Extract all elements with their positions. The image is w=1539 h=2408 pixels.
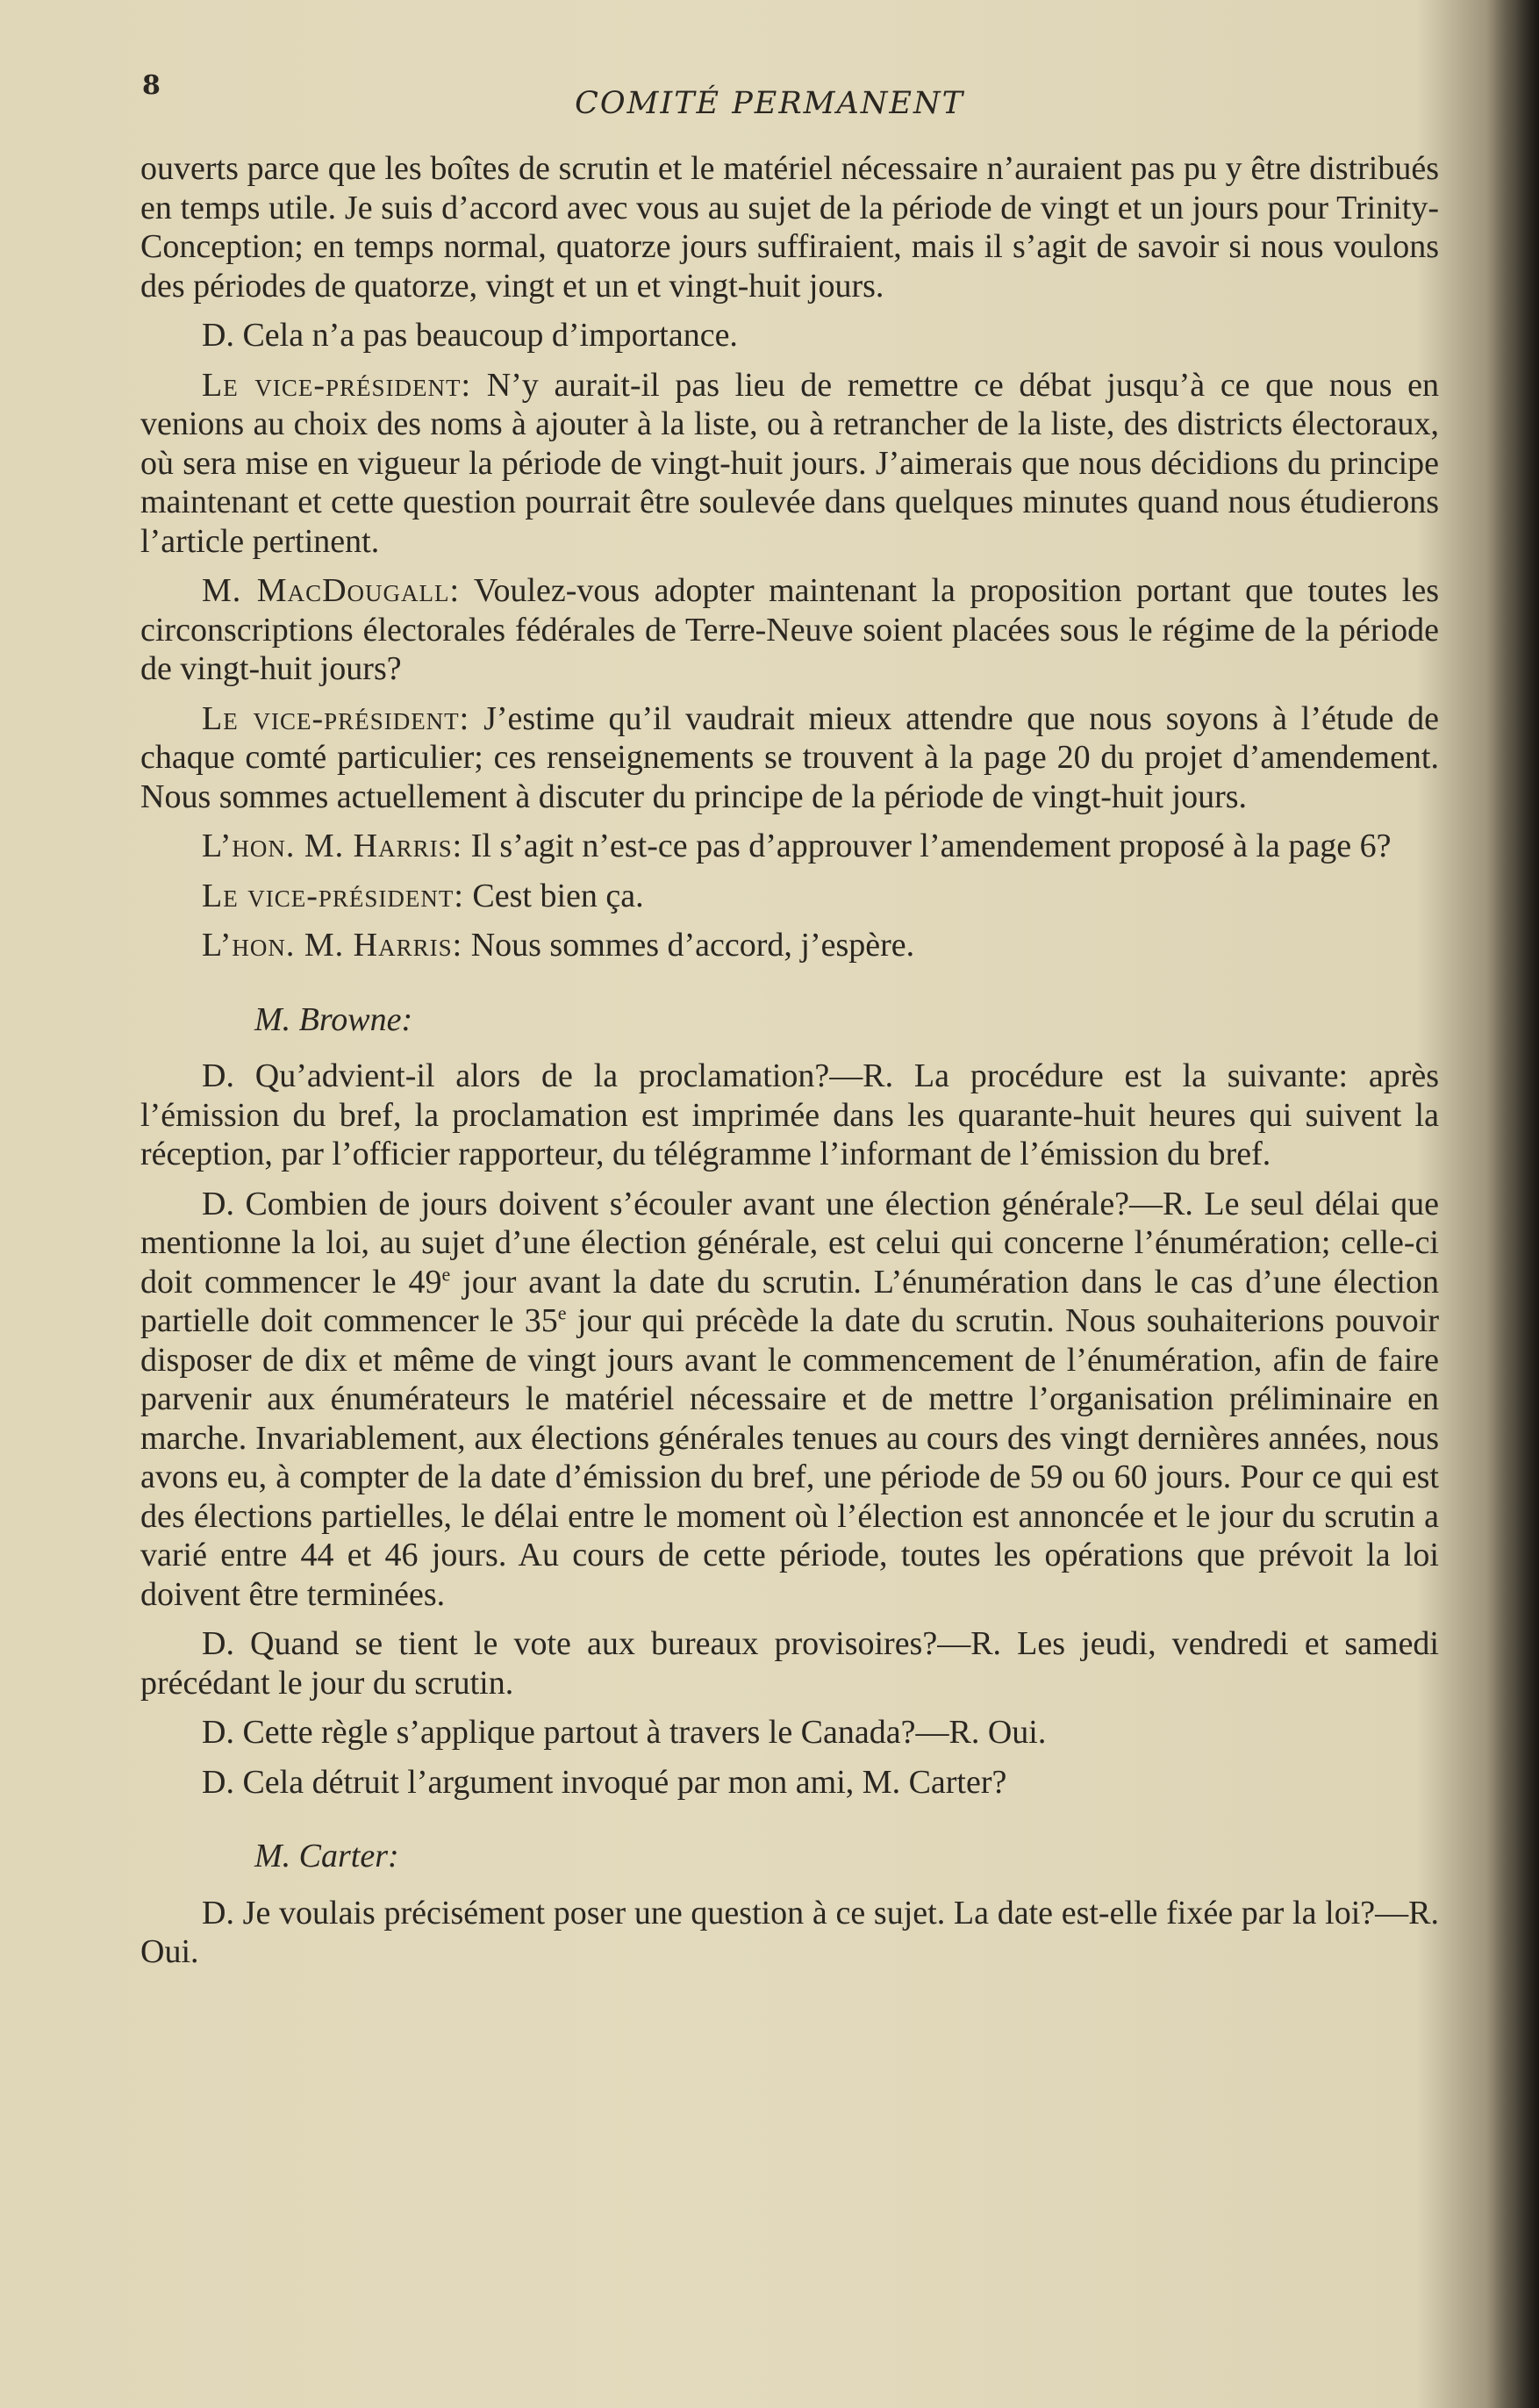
body-text [140,149,1439,1982]
qa-paragraph: D. Cela détruit l’argument invoqué par mon ami, M. Carter? [202,1763,1007,1801]
qa-text: jour qui précède la date du scrutin. Nous souhaiterions pouvoir disposer de dix et même de vingt jours avant le commencement de l’énumération, afin de faire parvenir aux énumérateurs le matériel nécessaire et de mettre l’organisation préliminaire en marche. Invariablement, aux élections générales tenues au cours des vingt dernières années, nous avons eu, à compter de la date d’émission du bref, une période de 59 ou 60 jours. Pour ce qui est des élections partielles, le délai entre le moment où l’élection est annoncée et le jour du scrutin a varié entre 44 et 46 jours. Au cours de cette période, toutes les opérations que prévoit la loi doivent être terminées. [140,1302,1439,1613]
paragraph: D. Cela n’a pas beaucoup d’importance. [202,317,738,354]
speech-paragraph [140,571,1439,689]
page-edge-shadow [1486,0,1539,2408]
qa-text: jour avant la date du scrutin. L’énumération dans le cas d’une élection partielle doit commencer le 35 [140,1263,1439,1339]
speech-text: Il s’agit n’est-ce pas d’approuver l’amendement proposé à la page 6? [462,828,1392,864]
qa-paragraph: D. Qu’advient-il alors de la proclamation?—R. La procédure est la suivante: après l’émission du bref, la proclamation est imprimée dans les quarante-huit heures qui suivent la réception, par l’officier rapporteur, du télégramme l’informant de l’émission du bref. [140,1057,1439,1172]
paragraph: ouverts parce que les boîtes de scrutin et le matériel nécessaire n’auraient pas pu y être distribués en temps utile. Je suis d’accord avec vous au sujet de la période de vingt et un jours pour Trinity-Conception; en temps normal, quatorze jours suffiraient, mais il s’agit de savoir si nous voulons des périodes de quatorze, vingt et un et vingt-huit jours. [140,150,1439,305]
speaker-name: M. MacDougall: [202,572,461,609]
speech-text: Nous sommes d’accord, j’espère. [462,927,915,964]
speech-text: Voulez-vous adopter maintenant la proposition portant que toutes les circonscriptions électorales fédérales de Terre-Neuve soient placées sous le régime de la période de vingt-huit jours? [140,572,1439,687]
speech-paragraph [140,699,1439,817]
qa-text: D. Combien de jours doivent s’écouler avant une élection générale?—R. Le seul délai que mentionne la loi, au sujet d’une élection générale, est celui qui concerne l’énumération; celle-ci doit commencer le 49 [140,1185,1439,1301]
speech-paragraph [140,926,1439,965]
speech-paragraph [140,877,1439,916]
qa-paragraph: D. Je voulais précisément poser une question à ce sujet. La date est-elle fixée par la loi?—R. Oui. [140,1894,1439,1970]
speech-paragraph [140,827,1439,866]
superscript: e [441,1262,451,1285]
speaker-name: L’hon. M. Harris: [202,828,463,864]
speaker-name: Le vice-président: [202,699,470,737]
speaker-name: Le vice-président: [202,366,472,404]
speaker-name: Le vice-président: [202,877,464,914]
section-heading-browne: M. Browne: [254,1000,413,1038]
section-heading-carter: M. Carter: [254,1838,399,1874]
speaker-name: L’hon. M. Harris: [202,927,463,964]
running-head: COMITÉ PERMANENT [575,86,964,121]
speech-text: J’estime qu’il vaudrait mieux attendre que nous soyons à l’étude de chaque comté particulier; ces renseignements se trouvent à la page 20 du projet d’amendement. Nous sommes actuellement à discuter du principe de la période de vingt-huit jours. [140,699,1439,815]
speech-paragraph [140,366,1439,562]
speech-text: N’y aurait-il pas lieu de remettre ce débat jusqu’à ce que nous en venions au choix des noms à ajouter à la liste, ou à retrancher de la liste, des districts électoraux, où sera mise en vigueur la période de vingt-huit jours. J’aimerais que nous décidions du principe maintenant et cette question pourrait être soulevée dans quelques minutes quand nous étudierons l’article pertinent. [140,366,1439,560]
page-number: 8 [142,70,161,101]
speech-text: Cest bien ça. [463,877,644,914]
qa-paragraph: D. Quand se tient le vote aux bureaux provisoires?—R. Les jeudi, vendredi et samedi précédant le jour du scrutin. [140,1625,1439,1702]
superscript: e [557,1301,567,1324]
qa-paragraph [140,1185,1439,1615]
qa-paragraph: D. Cette règle s’applique partout à travers le Canada?—R. Oui. [202,1714,1047,1751]
